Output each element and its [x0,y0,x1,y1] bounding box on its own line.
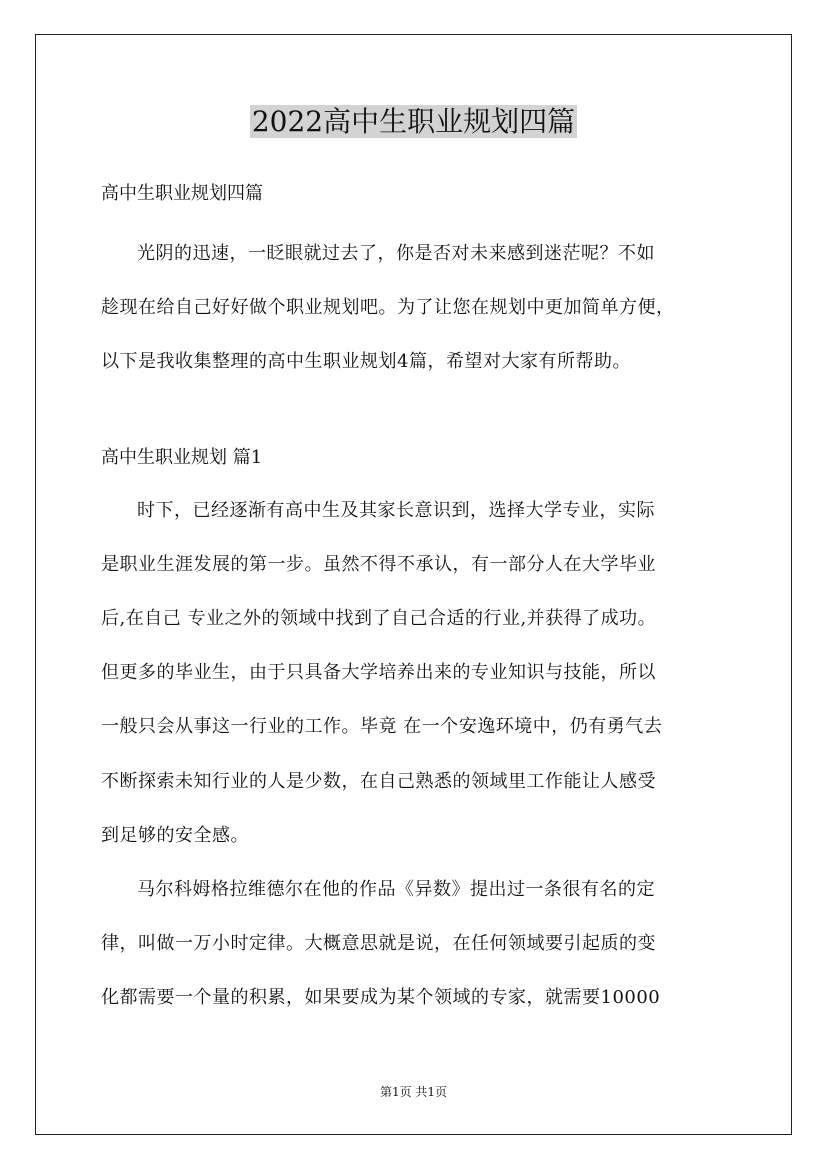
section1-paragraph-2 [101,863,728,1026]
para-line: 后,在自己 专业之外的领域中找到了自己合适的行业,并获得了成功。 [101,608,657,630]
intro-line: 以下是我收集整理的高中生职业规划4篇，希望对大家有所帮助。 [101,351,631,373]
intro-line: 光阴的迅速，一眨眼就过去了，你是否对未来感到迷茫呢？不如 [137,243,655,264]
para-line: 一般只会从事这一行业的工作。毕竟 在一个安逸环境中，仍有勇气去 [101,716,663,738]
intro-line: 趁现在给自己好好做个职业规划吧。为了让您在规划中更加简单方便， [101,297,675,319]
para-line: 律，叫做一万小时定律。大概意思就是说，在任何领域要引起质的变 [101,933,656,955]
para-line: 化都需要一个量的积累，如果要成为某个领域的专家，就需要10000 [101,987,661,1009]
para-line: 是职业生涯发展的第一步。虽然不得不承认，有一部分人在大学毕业 [101,553,656,575]
para-line: 到足够的安全感。 [101,824,249,846]
document-subtitle: 高中生职业规划四篇 [101,183,263,204]
page-footer [0,1084,827,1100]
document-body [101,170,728,1026]
section-gap [101,390,728,440]
document-title-text: 2022高中生职业规划四篇 [251,105,576,138]
section1-heading: 高中生职业规划 篇1 [101,446,263,468]
para-line: 不断探索未知行业的人是少数，在自己熟悉的领域里工作能让人感受 [101,770,656,792]
page-number-text: 第1页 共1页 [379,1085,448,1099]
para-line: 但更多的毕业生，由于只具备大学培养出来的专业知识与技能，所以 [101,662,656,684]
para-line: 马尔科姆格拉维德尔在他的作品《异数》提出过一条很有名的定 [137,879,655,901]
section1-paragraph-1 [101,484,728,863]
para-line: 时下，已经逐渐有高中生及其家长意识到，选择大学专业，实际 [137,499,655,521]
document-title [0,100,827,144]
intro-paragraph [101,227,728,390]
